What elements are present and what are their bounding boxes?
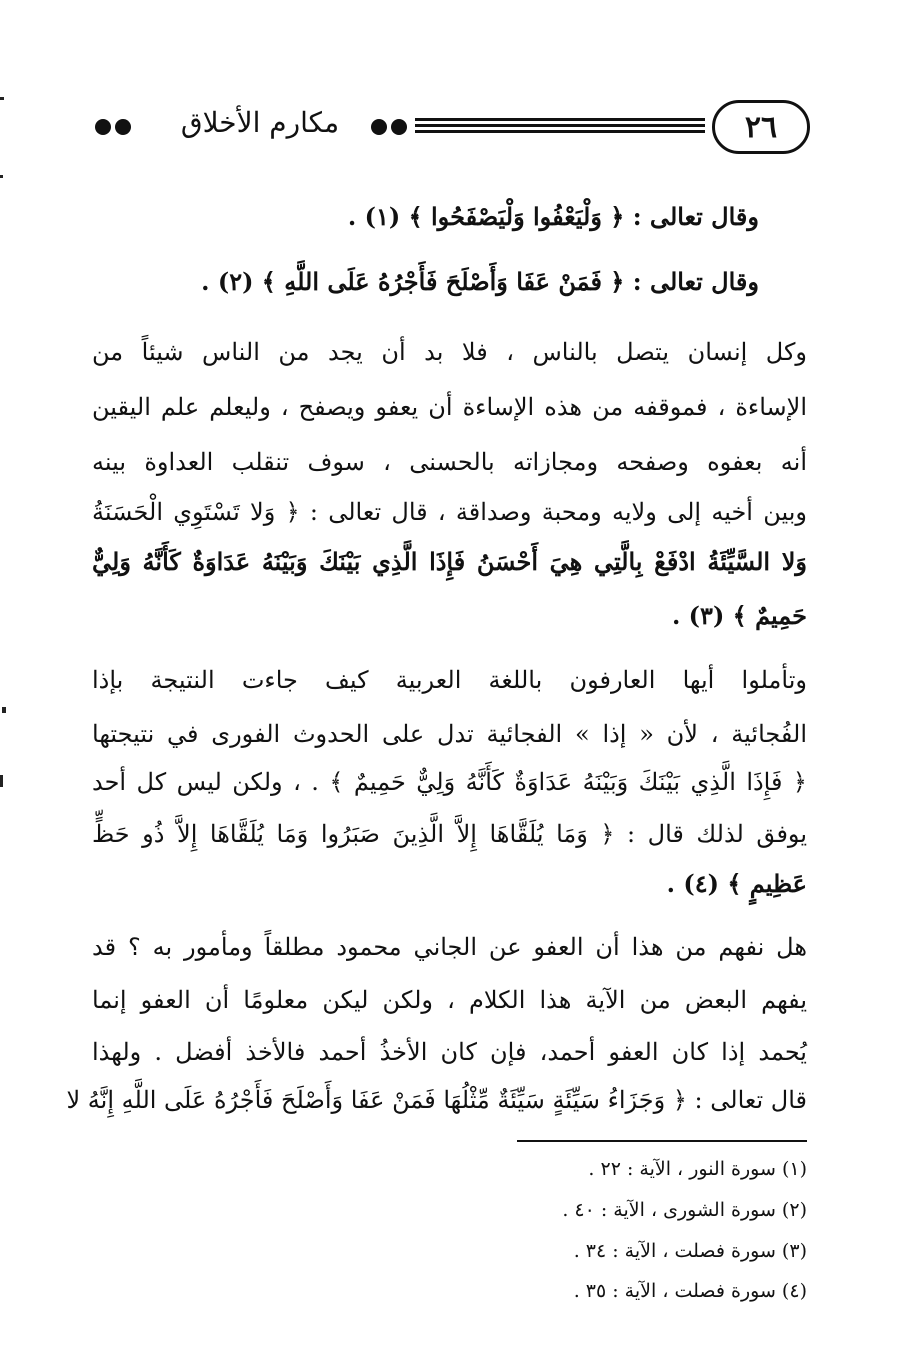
ornament-dots: [95, 119, 131, 135]
paragraph-line: الإساءة ، فموقفه من هذه الإساءة أن يعفو ويصفح ، وليعلم علم اليقين: [92, 393, 807, 421]
footnote: (٢) سورة الشورى ، الآية : ٤٠ .: [562, 1199, 807, 1221]
running-title: مكارم الأخلاق: [180, 106, 340, 139]
ornament-dots: [371, 119, 407, 135]
paragraph-line: يُحمد إذا كان العفو أحمد، فإن كان الأخذُ أحمد فالأخذ أفضل . ولهذا: [92, 1038, 807, 1066]
paragraph-line: هل نفهم من هذا أن العفو عن الجاني محمود مطلقاً ومأمور به ؟ قد: [92, 933, 807, 961]
paragraph-line: يفهم البعض من الآية هذا الكلام ، ولكن ليكن معلومًا أن العفو إنما: [92, 986, 807, 1014]
margin-speck: [2, 707, 6, 713]
paragraph-line: وتأملوا أيها العارفون باللغة العربية كيف جاءت النتيجة بإذا: [92, 666, 807, 694]
paragraph-line: وكل إنسان يتصل بالناس ، فلا بد أن يجد من الناس شيئاً من: [92, 338, 807, 366]
paragraph-line: ﴿ فَإِذَا الَّذِي بَيْنَكَ وَبَيْنَهُ عَدَاوَةٌ كَأَنَّهُ وَلِيٌّ حَمِيمٌ ﴾ . ، ولكن ليس كل أحد: [92, 768, 807, 796]
paragraph-line: وبين أخيه إلى ولايه ومحبة وصداقة ، قال تعالى : ﴿ وَلا تَسْتَوِي الْحَسَنَةُ: [92, 498, 807, 526]
margin-speck: [0, 175, 3, 178]
header-rule: [415, 118, 705, 138]
margin-speck: [0, 97, 4, 100]
page-number: ٢٦: [712, 100, 810, 154]
paragraph-line: يوفق لذلك قال : ﴿ وَمَا يُلَقَّاهَا إِلاَّ الَّذِينَ صَبَرُوا وَمَا يُلَقَّاهَا إِلاَّ ذُو حَظٍّ: [92, 820, 807, 848]
verse-line: وقال تعالى : ﴿ فَمَنْ عَفَا وَأَصْلَحَ فَأَجْرُهُ عَلَى اللَّهِ ﴾ (٢) .: [201, 267, 759, 296]
paragraph-line: حَمِيمٌ ﴾ (٣) .: [671, 601, 807, 630]
page-header: [95, 100, 810, 158]
paragraph-line: وَلا السَّيِّئَةُ ادْفَعْ بِالَّتِي هِيَ أَحْسَنُ فَإِذَا الَّذِي بَيْنَكَ وَبَيْنَهُ عَدَاوَةٌ كَأَنَّهُ وَلِيٌّ: [92, 547, 807, 576]
paragraph-line: الفُجائية ، لأن « إذا » الفجائية تدل على الحدوث الفورى في نتيجتها: [92, 720, 807, 748]
footnote: (٤) سورة فصلت ، الآية : ٣٥ .: [573, 1280, 807, 1302]
footnote-separator: [517, 1140, 807, 1142]
footnote: (٣) سورة فصلت ، الآية : ٣٤ .: [573, 1240, 807, 1262]
paragraph-line: قال تعالى : ﴿ وَجَزَاءُ سَيِّئَةٍ سَيِّئَةٌ مِّثْلُهَا فَمَنْ عَفَا وَأَصْلَحَ فَأَجْرُهُ عَلَى اللَّهِ إِنَّهُ لا: [66, 1086, 807, 1114]
footnote: (١) سورة النور ، الآية : ٢٢ .: [588, 1158, 807, 1180]
margin-speck: [0, 775, 3, 787]
paragraph-line: أنه بعفوه وصفحه ومجازاته بالحسنى ، سوف تنقلب العداوة بينه: [92, 448, 807, 476]
paragraph-line: عَظِيمٍ ﴾ (٤) .: [666, 869, 807, 898]
verse-line: وقال تعالى : ﴿ وَلْيَعْفُوا وَلْيَصْفَحُوا ﴾ (١) .: [347, 202, 759, 231]
